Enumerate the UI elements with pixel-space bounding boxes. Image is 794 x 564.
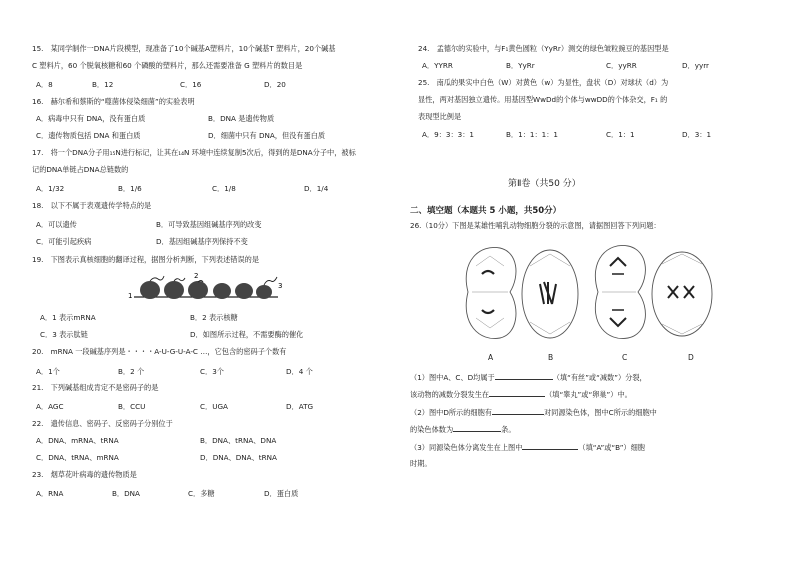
label-2: 2 [194, 272, 199, 280]
q20-option-d[interactable]: D．4 个 [286, 367, 313, 376]
label-3: 3 [278, 282, 283, 290]
q21-option-b[interactable]: B．CCU [118, 402, 146, 411]
q19-option-c[interactable]: C．3 表示肽链 [40, 330, 88, 339]
q16-option-d[interactable]: D．细菌中只有 DNA，但没有蛋白质 [208, 131, 326, 140]
q18-option-d[interactable]: D．基因组碱基序列保持不变 [156, 237, 248, 246]
q16-text: 16. 赫尔希和蔡斯的“噬菌体侵染细菌”的实验表明 [32, 97, 195, 106]
q24-option-d[interactable]: D．yyrr [682, 61, 710, 70]
q21-text: 21. 下列碱基组成肯定不是密码子的是 [32, 383, 159, 392]
part-ii-title: 第Ⅱ卷（共50 分） [508, 179, 581, 189]
q16-option-c[interactable]: C．遗传物质包括 DNA 和蛋白质 [36, 131, 141, 140]
q26-s3c: 时期。 [410, 459, 432, 468]
q26-sub3 [410, 442, 645, 452]
figure-label-b: B [548, 353, 554, 362]
q26-s1b: （填“有丝”或“减数”）分裂， [552, 373, 647, 382]
q25-option-a[interactable]: A．9：3：3：1 [422, 130, 474, 139]
peptide-chain [264, 277, 277, 285]
q17-option-b[interactable]: B．1/6 [118, 184, 142, 193]
q26-s1c: 该动物的减数分裂发生在 [410, 390, 490, 399]
cell-b [522, 250, 578, 338]
q20-text: 20. mRNA 一段碱基序列是・・・・A-U-G-U-A-C …，它包含的密码子个数有 [32, 347, 287, 356]
q19-option-b[interactable]: B．2 表示核糖 [190, 313, 238, 322]
cell-a [466, 247, 516, 338]
cell-b-membrane [522, 250, 578, 338]
q24-option-b[interactable]: B．YyRr [506, 61, 535, 70]
ribosome [235, 283, 253, 299]
q21-option-a[interactable]: A．AGC [36, 402, 64, 411]
chromosome [482, 310, 494, 313]
q26-s1d: （填“睾丸”或“卵巢”）中。 [545, 390, 632, 399]
q17-option-d[interactable]: D．1/4 [304, 184, 329, 193]
q21-option-d[interactable]: D．ATG [286, 402, 314, 411]
q25-option-b[interactable]: B．1：1：1：1 [506, 130, 558, 139]
q19-text: 19. 下图表示真核细胞的翻译过程，据图分析判断，下列表述错误的是 [32, 255, 260, 264]
q22-option-a[interactable]: A．DNA、mRNA、tRNA [36, 436, 119, 445]
q15-text: 15. 某同学制作一DNA片段模型，现准备了10个碱基A塑料片，10个碱基T 塑料片，20个碱基 [32, 44, 336, 53]
q23-text: 23. 烟草花叶病毒的遗传物质是 [32, 470, 137, 479]
translation-figure [128, 270, 288, 304]
q22-text: 22. 遗传信息、密码子、反密码子分别位于 [32, 419, 173, 428]
q20-option-b[interactable]: B．2 个 [118, 367, 145, 376]
q26-text: 26.（10分）下图是某雄性哺乳动物细胞分裂的示意图，请据图回答下列问题： [410, 221, 661, 230]
ribosome [188, 281, 208, 299]
figure-label-a: A [488, 353, 494, 362]
q18-text: 18. 以下不属于表观遗传学特点的是 [32, 201, 152, 210]
q15-option-a[interactable]: A．8 [36, 80, 53, 89]
q15-option-c[interactable]: C．16 [180, 80, 202, 89]
q23-option-d[interactable]: D．蛋白质 [264, 489, 299, 498]
q25-option-d[interactable]: D．3：1 [682, 130, 712, 139]
q22-option-b[interactable]: B．DNA、tRNA、DNA [200, 436, 277, 445]
ribosome-group [140, 281, 272, 299]
q16-option-b[interactable]: B．DNA 是遗传物质 [208, 114, 275, 123]
q15-option-d[interactable]: D．20 [264, 80, 286, 89]
q22-option-c[interactable]: C．DNA、tRNA、mRNA [36, 453, 119, 462]
q26-s3a: （3）同源染色体分离发生在上图中 [410, 443, 523, 452]
cell-d-membrane [652, 252, 712, 336]
chromosome [540, 282, 556, 304]
cell-b-spindle [530, 254, 570, 334]
cell-d-spindle [662, 254, 702, 334]
q17-text-2: 记的DNA单链占DNA总链数的 [32, 165, 129, 174]
q25-text: 25. 南瓜的果实中白色（W）对黄色（w）为显性，盘状（D）对球状（d）为 [418, 78, 669, 87]
ribosome [164, 281, 184, 299]
q16-option-a[interactable]: A．病毒中只有 DNA，没有蛋白质 [36, 114, 146, 123]
q26-s1a: （1）图中A、C、D均属于 [410, 373, 495, 382]
q24-option-a[interactable]: A．YYRR [422, 61, 453, 70]
q26-s2a: （2）图中D所示的细胞有 [410, 408, 492, 417]
q23-option-a[interactable]: A．RNA [36, 489, 64, 498]
q26-blank-5[interactable] [522, 442, 578, 450]
q26-s2b: 对同源染色体，图中C所示的细胞中 [543, 408, 657, 417]
q24-text: 24. 孟德尔的实验中，与F₁黄色圆粒（YyRr）测交的绿色皱粒豌豆的基因型是 [418, 44, 669, 53]
cell-d [652, 252, 712, 336]
q26-blank-3[interactable] [492, 407, 544, 415]
q21-option-c[interactable]: C．UGA [200, 402, 228, 411]
cell-division-figure [460, 236, 718, 348]
q19-option-a[interactable]: A．1 表示mRNA [40, 313, 96, 322]
cell-a-membrane [466, 247, 516, 338]
q25-option-c[interactable]: C．1：1 [606, 130, 635, 139]
q18-option-c[interactable]: C．可能引起疾病 [36, 237, 92, 246]
q26-blank-1[interactable] [495, 372, 553, 380]
figure-label-c: C [622, 353, 628, 362]
q26-blank-4[interactable] [453, 424, 501, 432]
chromosome [482, 271, 494, 274]
q26-sub1 [410, 372, 647, 382]
q15-text-2: C 塑料片，60 个脱氧核糖和60 个磷酸的塑料片，那么还需要准备 G 塑料片的数目是 [32, 61, 303, 70]
q23-option-b[interactable]: B．DNA [112, 489, 140, 498]
q25-text-3: 表现型比例是 [418, 112, 462, 121]
q26-sub1-2 [410, 389, 632, 399]
chromosome [668, 286, 694, 298]
q24-option-c[interactable]: C．yyRR [606, 61, 637, 70]
q26-sub2 [410, 407, 657, 417]
label-1: 1 [128, 292, 133, 300]
q25-text-2: 显性，两对基因独立遗传。用基因型WwDd的个体与wwDD的个体杂交，F₁ 的 [418, 95, 668, 104]
peptide-chain [174, 278, 185, 281]
q18-option-b[interactable]: B．可导致基因组碱基序列的改变 [156, 220, 262, 229]
q20-option-c[interactable]: C．3个 [200, 367, 224, 376]
cell-c [595, 245, 645, 338]
ribosome [213, 283, 231, 299]
section-heading: 二、填空题（本题共 5 小题，共50分） [410, 206, 562, 216]
q26-s2d: 条。 [501, 425, 516, 434]
peptide-chain [150, 276, 164, 281]
q26-sub2-2 [410, 424, 516, 434]
q19-option-d[interactable]: D．如图所示过程，不需要酶的催化 [190, 330, 304, 339]
q17-text: 17. 将一个DNA分子用₁₅N进行标记，让其在₁₄N 环境中连续复制5次后，得到的是DNA分子中，被标 [32, 148, 356, 157]
q26-s2c: 的染色体数为 [410, 425, 454, 434]
q18-option-a[interactable]: A．可以遗传 [36, 220, 77, 229]
q17-option-a[interactable]: A．1/32 [36, 184, 65, 193]
ribosome [140, 281, 160, 299]
q15-option-b[interactable]: B．12 [92, 80, 114, 89]
figure-label-d: D [688, 353, 694, 362]
ribosome [256, 285, 272, 299]
q20-option-a[interactable]: A．1个 [36, 367, 60, 376]
q22-option-d[interactable]: D．DNA、DNA、tRNA [200, 453, 277, 462]
q23-option-c[interactable]: C．多糖 [188, 489, 215, 498]
q26-s3b: （填“A”或“B”）细胞 [578, 443, 645, 452]
q17-option-c[interactable]: C．1/8 [212, 184, 236, 193]
q26-blank-2[interactable] [489, 389, 545, 397]
